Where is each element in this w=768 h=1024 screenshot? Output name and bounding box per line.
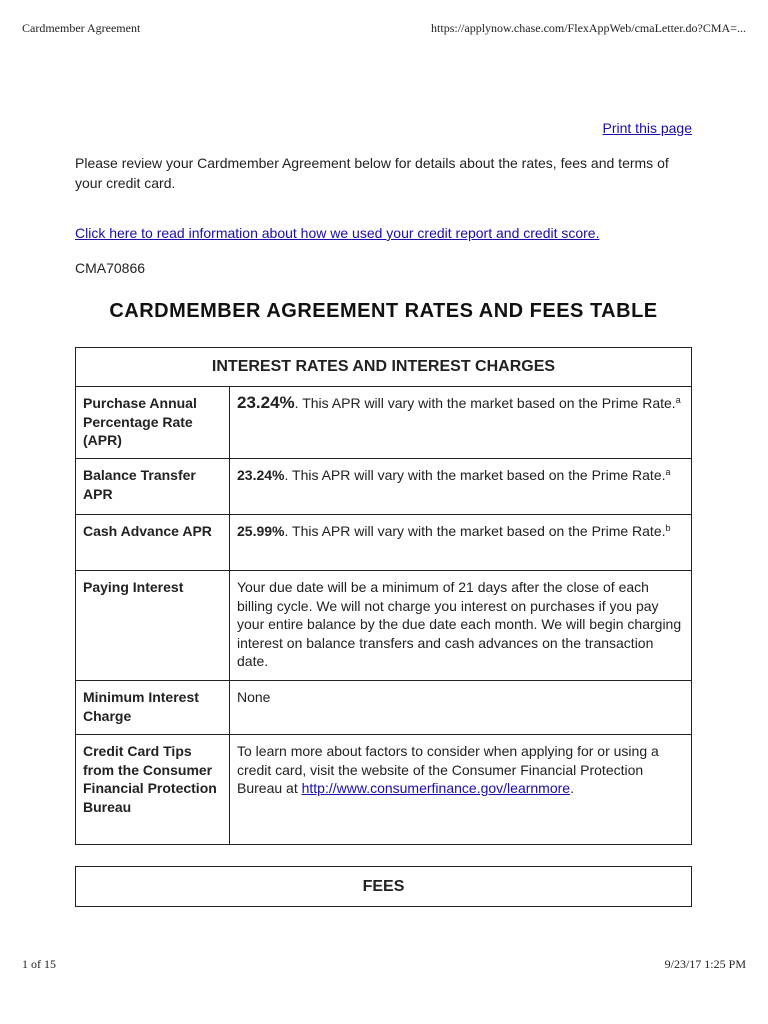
cfpb-text: To learn more about factors to consider when applying for or using a credit card, visit the website of the Consumer Financial Protection Bureau at (237, 743, 659, 796)
table-row (76, 735, 692, 845)
row-label: Balance Transfer APR (76, 459, 230, 515)
document-code: CMA70866 (75, 260, 146, 276)
footnote-marker: b (665, 523, 671, 533)
print-page-link[interactable]: Print this page (602, 120, 692, 136)
row-label: Credit Card Tips from the Consumer Financial Protection Bureau (76, 735, 230, 845)
row-label: Cash Advance APR (76, 515, 230, 571)
intro-text: Please review your Cardmember Agreement below for details about the rates, fees and terms of your credit card. (75, 155, 669, 191)
print-header-title: Cardmember Agreement (22, 21, 141, 35)
credit-report-link[interactable]: Click here to read information about how we used your credit report and credit score. (75, 225, 600, 241)
page-number: 1 of 15 (22, 957, 56, 971)
table-row (76, 681, 692, 735)
row-label: Paying Interest (76, 571, 230, 681)
apr-description: . This APR will vary with the market based on the Prime Rate. (284, 523, 666, 539)
print-datetime: 9/23/17 1:25 PM (664, 957, 746, 971)
row-value (230, 387, 692, 459)
apr-description: . This APR will vary with the market based on the Prime Rate. (294, 395, 676, 411)
interest-rates-table (75, 347, 692, 845)
row-label: Minimum Interest Charge (76, 681, 230, 735)
apr-description: . This APR will vary with the market based on the Prime Rate. (284, 467, 666, 483)
cfpb-text-end: . (570, 780, 574, 796)
fees-section-heading: FEES (75, 866, 692, 907)
footnote-marker: a (675, 395, 681, 405)
table-row (76, 515, 692, 571)
row-value: None (230, 681, 692, 735)
table-row (76, 571, 692, 681)
row-label: Purchase Annual Percentage Rate (APR) (76, 387, 230, 459)
page-title: CARDMEMBER AGREEMENT RATES AND FEES TABLE (109, 300, 658, 322)
apr-value: 23.24% (237, 393, 295, 412)
cfpb-link[interactable]: http://www.consumerfinance.gov/learnmore (301, 780, 571, 796)
apr-value: 23.24% (237, 467, 285, 483)
table-header-row (76, 348, 692, 387)
row-value (230, 515, 692, 571)
interest-section-heading: INTEREST RATES AND INTEREST CHARGES (76, 348, 692, 387)
apr-value: 25.99% (237, 523, 285, 539)
table-row (76, 459, 692, 515)
row-value: Your due date will be a minimum of 21 days after the close of each billing cycle. We will not charge you interest on purchases if you pay your entire balance by the due date each month. We will begin charging interest on balance transfers and cash advances on the transaction date. (230, 571, 692, 681)
print-header-url: https://applynow.chase.com/FlexAppWeb/cmaLetter.do?CMA=... (431, 21, 746, 35)
footnote-marker: a (665, 467, 671, 477)
table-row (76, 387, 692, 459)
row-value (230, 735, 692, 845)
row-value (230, 459, 692, 515)
